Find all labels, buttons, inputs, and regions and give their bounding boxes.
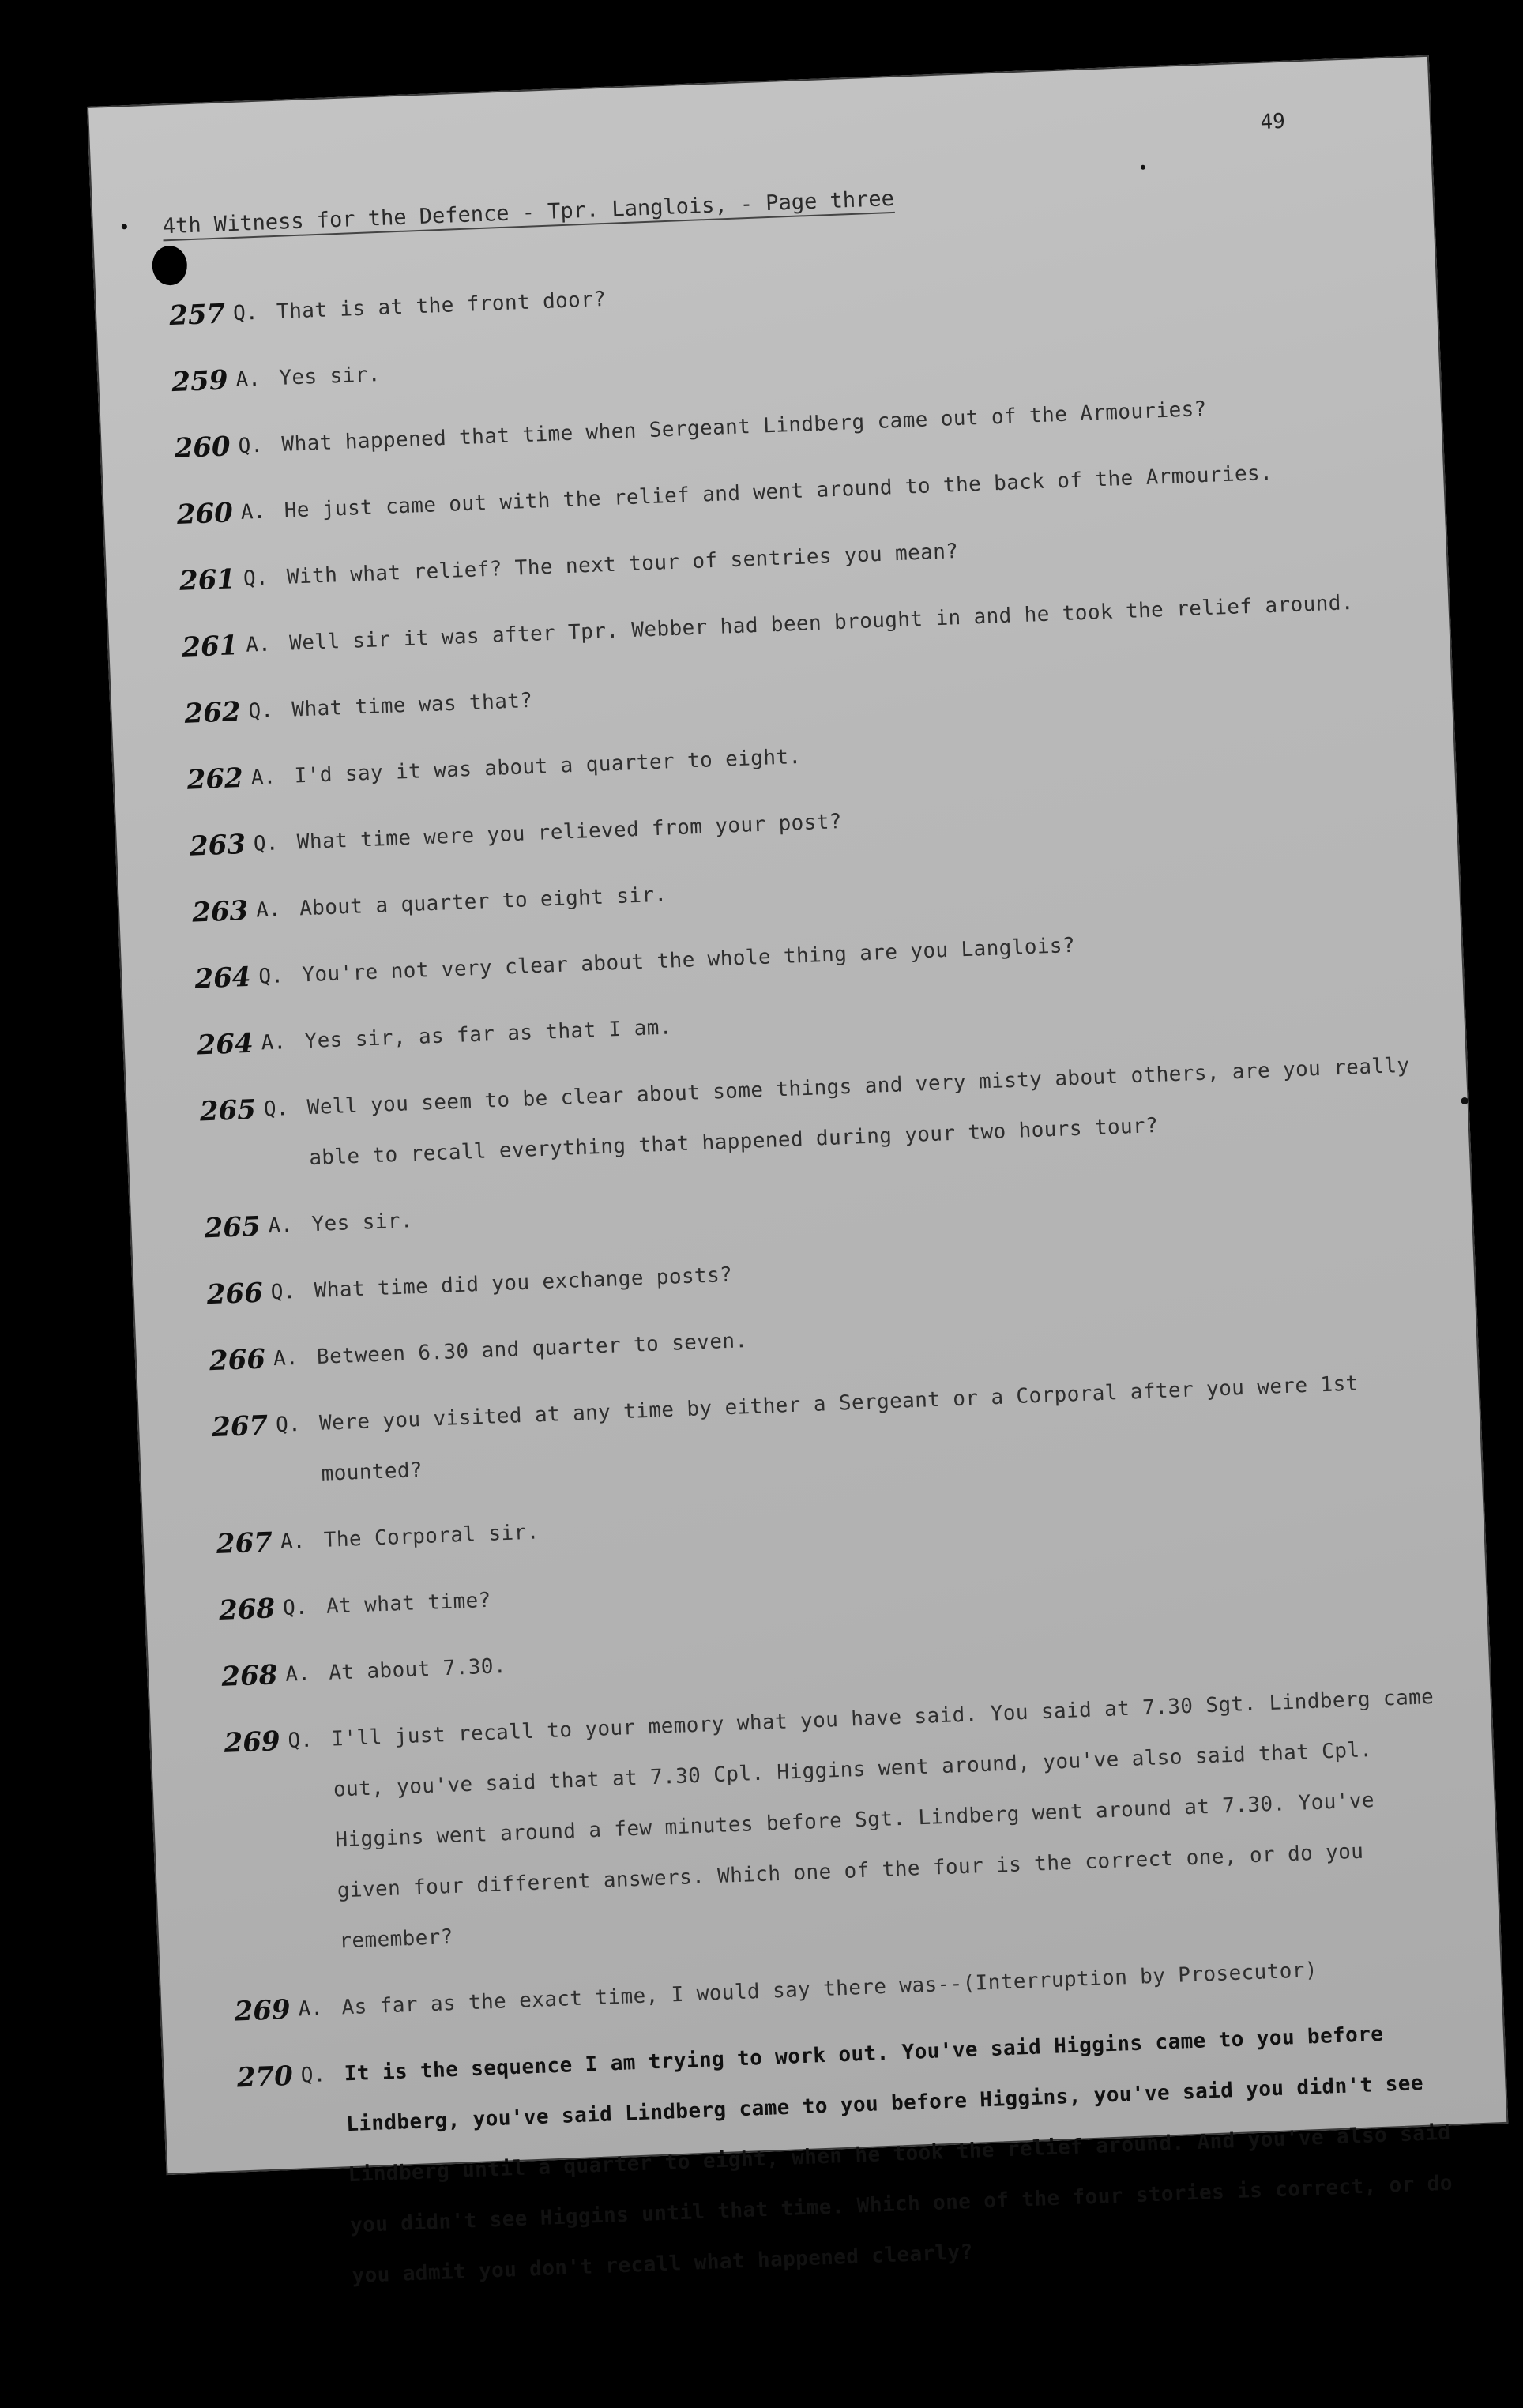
speaker-code: Q. xyxy=(238,433,264,458)
entry-text: What happened that time when Sergeant Lindberg came out of the Armouries? xyxy=(281,397,1208,457)
speaker-code: Q. xyxy=(282,1595,309,1620)
page-header: 4th Witness for the Defence - Tpr. Langlois, - Page three xyxy=(162,186,894,242)
speaker-code: A. xyxy=(280,1529,306,1554)
speaker-code: Q. xyxy=(288,1728,314,1753)
entry-text: At what time? xyxy=(325,1588,492,1619)
line-number: 268 xyxy=(220,1659,279,1693)
speaker-code: A. xyxy=(245,632,272,657)
entry-text: That is at the front door? xyxy=(276,287,607,324)
line-number: 257 xyxy=(168,298,226,333)
line-number: 266 xyxy=(209,1343,266,1378)
line-number: 264 xyxy=(196,1027,254,1062)
entry-text: With what relief? The next tour of sentries you mean? xyxy=(286,540,959,589)
entry-text: About a quarter to eight sir. xyxy=(299,882,667,921)
entry-text: What time was that? xyxy=(291,688,533,722)
line-number: 269 xyxy=(223,1725,281,1759)
line-number: 267 xyxy=(211,1409,269,1444)
speaker-code: A. xyxy=(298,1996,324,2022)
line-number: 267 xyxy=(216,1526,273,1561)
speaker-code: A. xyxy=(284,1661,311,1687)
entry-text: I'd say it was about a quarter to eight. xyxy=(294,744,802,788)
entry-text: It is the sequence I am trying to work out. You've said Higgins came to you before Lindberg, you've said Lindberg came to you before Higgins, you've said you didn't see Lindberg until a quarter to eight, when he took the relief around. And you've also said you didn't see Higgins until that time. Which one of the four stories is correct, or do you admit you don't recall what happened clearly? xyxy=(344,2022,1453,2289)
entry-text: The Corporal sir. xyxy=(323,1520,540,1552)
line-number: 269 xyxy=(233,1993,291,2028)
entry-text: What time were you relieved from your post? xyxy=(296,809,843,855)
entry-text: You're not very clear about the whole thing are you Langlois? xyxy=(301,933,1076,988)
line-number: 259 xyxy=(171,364,229,399)
entry-text: Well you seem to be clear about some things and very misty about others, are you really able to recall everything that happened during your two hours tour? xyxy=(306,1053,1411,1171)
speaker-code: A. xyxy=(240,499,266,525)
speaker-code: Q. xyxy=(270,1279,296,1305)
entry-text: What time did you exchange posts? xyxy=(314,1262,733,1304)
entry-text: Yes sir, as far as that I am. xyxy=(304,1015,673,1054)
line-number: 262 xyxy=(186,762,244,796)
punch-hole xyxy=(152,245,188,286)
line-number: 264 xyxy=(194,961,252,995)
speaker-code: Q. xyxy=(232,300,259,326)
line-number: 262 xyxy=(183,696,242,730)
line-number: 268 xyxy=(218,1593,276,1627)
speaker-code: Q. xyxy=(247,698,274,724)
speaker-code: A. xyxy=(273,1345,299,1371)
entry-text: Were you visited at any time by either a Sergeant or a Corporal after you were 1st mounted? xyxy=(318,1371,1359,1486)
entry-text: Yes sir. xyxy=(310,1209,414,1237)
line-number: 265 xyxy=(203,1210,261,1245)
speaker-code: Q. xyxy=(253,831,279,856)
entry-text: Between 6.30 and quarter to seven. xyxy=(316,1329,748,1369)
speaker-code: Q. xyxy=(243,566,269,591)
entry-text: He just came out with the relief and went around to the back of the Armouries. xyxy=(284,461,1273,523)
document-page xyxy=(87,55,1508,2289)
entry-text: Yes sir. xyxy=(278,362,382,390)
line-number: 270 xyxy=(236,2060,294,2094)
speaker-code: A. xyxy=(235,367,261,393)
page-number: 49 xyxy=(1259,109,1286,134)
line-number: 265 xyxy=(199,1093,257,1128)
line-number: 263 xyxy=(191,894,249,929)
speaker-code: Q. xyxy=(258,964,284,989)
speaker-code: A. xyxy=(255,897,282,923)
entry-text: At about 7.30. xyxy=(328,1654,507,1685)
speaker-code: A. xyxy=(267,1213,294,1239)
entry-text: As far as the exact time, I would say there was--(Interruption by Prosecutor) xyxy=(341,1958,1318,2020)
speaker-code: A. xyxy=(261,1030,287,1055)
transcript-entry xyxy=(181,1682,1446,1973)
line-number: 263 xyxy=(189,828,246,863)
speaker-code: A. xyxy=(250,765,276,790)
dust-speck xyxy=(1141,165,1145,170)
dust-speck xyxy=(1461,1097,1468,1104)
line-number: 260 xyxy=(173,431,231,465)
speaker-code: Q. xyxy=(275,1412,302,1438)
line-number: 261 xyxy=(179,563,236,597)
dust-speck xyxy=(122,224,127,229)
speaker-code: Q. xyxy=(300,2063,326,2088)
entry-text: I'll just recall to your memory what you have said. You said at 7.30 Sgt. Lindberg came out, you've said that at 7.30 Cpl. Higgins went around, you've also said that Cpl. Higgins went around a few minutes before Sgt. Lindberg went around at 7.30. You've given four different answers. Which one of the four is the correct one, or do you remember? xyxy=(330,1685,1435,1954)
speaker-code: Q. xyxy=(263,1097,289,1122)
entry-text: Well sir it was after Tpr. Webber had been brought in and he took the relief around. xyxy=(288,590,1355,656)
transcript xyxy=(126,254,1460,2333)
line-number: 261 xyxy=(181,630,239,664)
transcript-entry xyxy=(194,2017,1458,2308)
line-number: 260 xyxy=(176,497,234,531)
line-number: 266 xyxy=(206,1277,264,1311)
